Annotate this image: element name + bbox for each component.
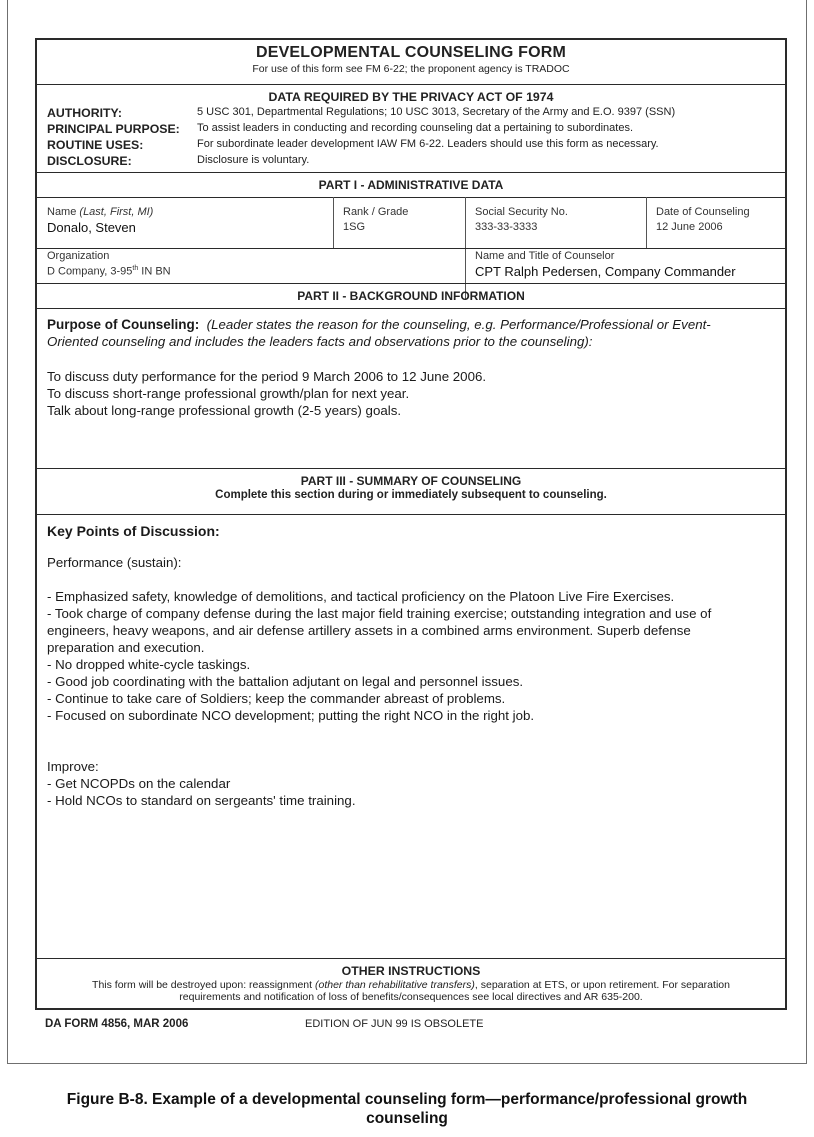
figure-caption xyxy=(0,1090,814,1128)
organization-value-suffix: th xyxy=(132,265,139,272)
form-title: DEVELOPMENTAL COUNSELING FORM xyxy=(255,44,567,61)
privacy-row xyxy=(47,138,767,154)
privacy-row xyxy=(47,154,767,170)
name-field xyxy=(47,206,153,235)
name-label: Name xyxy=(47,206,80,218)
rank-field xyxy=(343,206,408,233)
name-value: Donalo, Steven xyxy=(47,220,136,235)
part1-heading: PART I - ADMINISTRATIVE DATA xyxy=(318,178,504,192)
privacy-row xyxy=(47,106,767,122)
part3-heading: PART III - SUMMARY OF COUNSELING xyxy=(300,474,522,488)
privacy-value: Disclosure is voluntary. xyxy=(197,154,310,166)
purpose-description-cont: Oriented counseling and includes the leaders facts and observations prior to the counseling): xyxy=(47,334,593,349)
purpose-line: Talk about long-range professional growth (2-5 years) goals. xyxy=(47,403,402,418)
rank-label: Rank / Grade xyxy=(343,206,409,218)
privacy-block xyxy=(37,106,785,172)
purpose-description: (Leader states the reason for the counseling, e.g. Performance/Professional or Event- xyxy=(206,317,711,332)
other-text: This form will be destroyed upon: reassignment xyxy=(92,979,315,991)
ssn-label: Social Security No. xyxy=(475,206,568,218)
ssn-field xyxy=(475,206,568,233)
key-points-label: Key Points of Discussion: xyxy=(47,523,220,539)
date-field xyxy=(656,206,750,233)
form-number: DA FORM 4856, MAR 2006 xyxy=(45,1018,189,1030)
purpose-section xyxy=(37,316,785,419)
privacy-key: PRINCIPAL PURPOSE: xyxy=(47,122,180,136)
caption-line: counseling xyxy=(366,1110,448,1127)
part3-subheading: Complete this section during or immediately subsequent to counseling. xyxy=(215,489,607,501)
counselor-field xyxy=(475,250,736,279)
counselor-label: Name and Title of Counselor xyxy=(475,250,615,262)
purpose-line: To discuss duty performance for the period 9 March 2006 to 12 June 2006. xyxy=(47,369,487,384)
sustain-item: - Emphasized safety, knowledge of demolitions, and tactical proficiency on the Platoon Live Fire Exercises. xyxy=(47,589,675,604)
privacy-value: To assist leaders in conducting and recording counseling dat a pertaining to subordinates. xyxy=(197,122,633,134)
date-value: 12 June 2006 xyxy=(656,221,723,233)
sustain-item: engineers, heavy weapons, and air defense artillery assets in a combined arms environment. Superb defense xyxy=(47,623,691,638)
other-instructions xyxy=(37,964,785,1003)
other-text-cont: , separation at ETS, or upon retirement. For separation xyxy=(474,979,730,991)
organization-label: Organization xyxy=(47,250,110,262)
improve-item: - Get NCOPDs on the calendar xyxy=(47,776,231,791)
sustain-item: preparation and execution. xyxy=(47,640,205,655)
summary-section xyxy=(37,523,785,809)
purpose-line: To discuss short-range professional growth/plan for next year. xyxy=(47,386,410,401)
privacy-value: For subordinate leader development IAW FM 6-22. Leaders should use this form as necessary. xyxy=(197,138,659,150)
improve-item: - Hold NCOs to standard on sergeants' time training. xyxy=(47,793,356,808)
privacy-value: 5 USC 301, Departmental Regulations; 10 USC 3013, Secretary of the Army and E.O. 9397 (SSN) xyxy=(197,106,676,118)
privacy-key: DISCLOSURE: xyxy=(47,154,132,168)
counseling-form xyxy=(35,38,787,1010)
performance-label: Performance (sustain): xyxy=(47,555,182,570)
name-label-hint: (Last, First, MI) xyxy=(79,206,154,218)
edition-note: EDITION OF JUN 99 IS OBSOLETE xyxy=(305,1018,484,1030)
privacy-row xyxy=(47,122,767,138)
rank-value: 1SG xyxy=(343,221,366,233)
purpose-label: Purpose of Counseling: xyxy=(47,317,200,332)
organization-value-unit: IN BN xyxy=(138,265,171,278)
privacy-heading: DATA REQUIRED BY THE PRIVACY ACT OF 1974 xyxy=(268,90,554,104)
sustain-item: - Took charge of company defense during the last major field training exercise; outstanding integration and use of xyxy=(47,606,712,621)
other-heading: OTHER INSTRUCTIONS xyxy=(341,964,481,978)
privacy-key: ROUTINE USES: xyxy=(47,138,144,152)
other-text-italic: (other than rehabilitative transfers) xyxy=(314,979,475,991)
form-header xyxy=(37,44,785,75)
organization-field xyxy=(47,250,171,278)
caption-line: Figure B-8. Example of a developmental counseling form—performance/professional growth xyxy=(66,1091,748,1108)
sustain-item: - Good job coordinating with the battalion adjutant on legal and personnel issues. xyxy=(47,674,524,689)
organization-value: D Company, 3-95 xyxy=(47,265,133,278)
improve-label: Improve: xyxy=(47,759,99,774)
sustain-item: - No dropped white-cycle taskings. xyxy=(47,657,251,672)
form-subtitle: For use of this form see FM 6-22; the proponent agency is TRADOC xyxy=(252,63,570,75)
date-label: Date of Counseling xyxy=(656,206,750,218)
part3-header xyxy=(37,474,785,501)
ssn-value: 333-33-3333 xyxy=(475,221,538,233)
sustain-item: - Focused on subordinate NCO development; putting the right NCO in the right job. xyxy=(47,708,535,723)
counselor-value: CPT Ralph Pedersen, Company Commander xyxy=(475,264,736,279)
part2-heading: PART II - BACKGROUND INFORMATION xyxy=(297,289,525,303)
other-text-line2: requirements and notification of loss of benefits/consequences see local directives and AR 635-200. xyxy=(179,991,643,1003)
privacy-key: AUTHORITY: xyxy=(47,106,122,120)
sustain-item: - Continue to take care of Soldiers; keep the commander abreast of problems. xyxy=(47,691,506,706)
